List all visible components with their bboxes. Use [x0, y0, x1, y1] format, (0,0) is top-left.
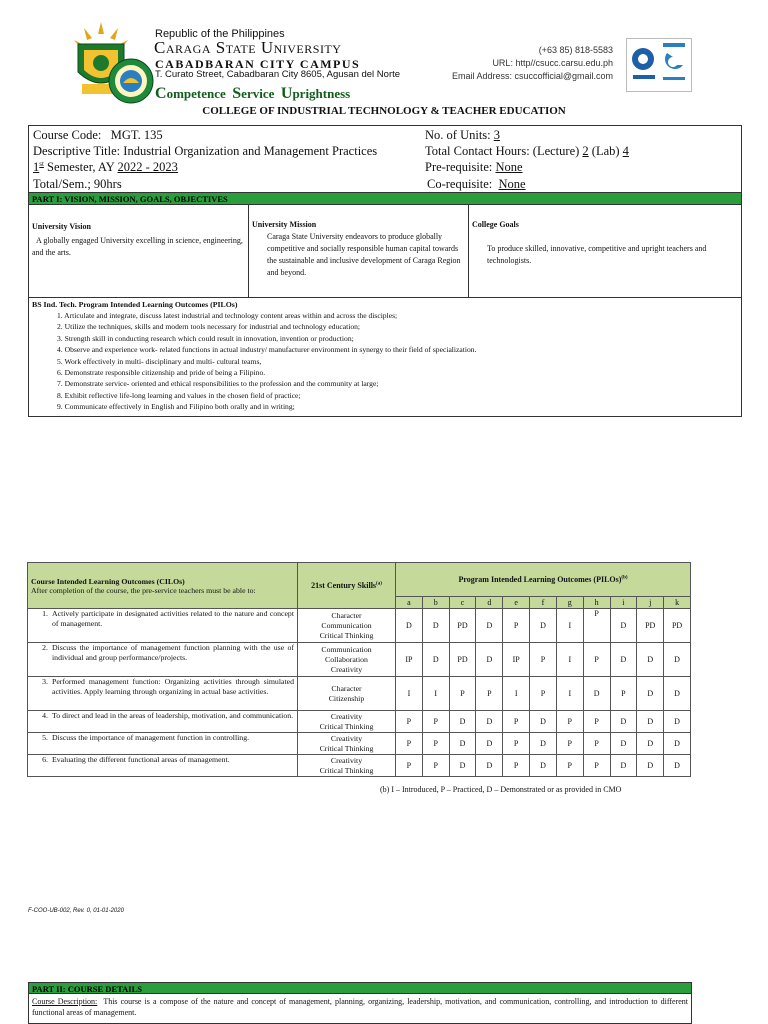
mission-column [249, 205, 469, 297]
cilo-description: Evaluating the different functional areas of management. [52, 755, 230, 764]
table-row [28, 609, 691, 643]
course-code: Course Code: MGT. 135 [33, 128, 163, 142]
contact-hours: Total Contact Hours: (Lecture) 2 (Lab) 4 [425, 144, 629, 158]
pilo-mark-k: D [664, 643, 691, 677]
pilo-mark-d: P [476, 677, 503, 711]
cilo-number: 6. [42, 755, 48, 764]
skill-item: Citizenship [328, 693, 365, 703]
cilo-number: 4. [42, 711, 48, 720]
pilo-mark-b: P [422, 755, 449, 777]
campus-address: T. Curato Street, Cabadbaran City 8605, Agusan del Norte [155, 69, 401, 80]
skill-item: Communication [321, 620, 372, 630]
cilo-rows [28, 609, 691, 777]
pilo-mark-b: P [422, 733, 449, 755]
pilo-mark-g: P [556, 755, 583, 777]
skill-item: Character [331, 683, 362, 693]
pilo-mark-c: P [449, 677, 476, 711]
pilo-item: 6. Demonstrate responsible citizenship and pride of being a Filipino. [57, 368, 266, 378]
pilo-mark-e: P [503, 733, 530, 755]
college-name: COLLEGE OF INDUSTRIAL TECHNOLOGY & TEACHER EDUCATION [202, 105, 566, 117]
pilo-mark-j: D [637, 643, 664, 677]
pilo-mark-i: D [610, 755, 637, 777]
pilo-mark-f: D [530, 733, 557, 755]
vision-column [29, 205, 249, 297]
goals-text: To produce skilled, innovative, competitive and upright teachers and technologists. [487, 244, 707, 265]
skill-item: Communication [321, 644, 372, 654]
pilo-mark-g: I [556, 677, 583, 711]
pilo-mark-e: IP [503, 643, 530, 677]
skill-item: Creativity [330, 733, 363, 743]
pilo-mark-j: D [637, 733, 664, 755]
pilos-title: BS Ind. Tech. Program Intended Learning Outcomes (PILOs) [32, 300, 238, 309]
pilo-mark-d: D [476, 643, 503, 677]
pilo-mark-a: D [396, 609, 423, 643]
cilo-description: Actively participate in designated activities related to the nature and concept of management. [52, 609, 294, 628]
pilo-mark-f: D [530, 711, 557, 733]
table-row [28, 643, 691, 677]
corequisite: Co-requisite: None [427, 177, 526, 191]
pilo-mark-i: D [610, 711, 637, 733]
cilo-mapping-table [27, 562, 691, 777]
pilo-item: 2. Utilize the techniques, skills and modern tools necessary for industrial and technology education; [57, 322, 361, 332]
contact-url[interactable]: URL: http//csucc.carsu.edu.ph [492, 58, 613, 68]
pilo-item: 9. Communicate effectively in English and Filipino both orally and in writing; [57, 402, 295, 412]
pilo-letter-g: g [556, 597, 583, 609]
pilo-mark-c: PD [449, 643, 476, 677]
pilo-item: 1. Articulate and integrate, discuss latest industrial and technology content areas within and across the disciples; [57, 311, 398, 320]
skill-item: Collaboration [325, 654, 368, 664]
units: No. of Units: 3 [425, 128, 500, 142]
cilo-number: 1. [42, 609, 48, 618]
skill-item: Creativity [330, 711, 363, 721]
skills-header: 21st Century Skills$^{(a)}$ [298, 563, 396, 609]
pilo-mark-b: D [422, 609, 449, 643]
pilo-item: 7. Demonstrate service- oriented and ethical responsibilities to the profession and the community at large; [57, 379, 379, 389]
prerequisite: Pre-requisite: None [425, 160, 523, 174]
university-motto: Competence Service Uprightness [155, 85, 351, 102]
pilo-mark-c: D [449, 733, 476, 755]
pilo-mark-k: D [664, 755, 691, 777]
pilo-mark-j: D [637, 755, 664, 777]
cilo-description: Discuss the importance of management function planning with the use of individual and group performance/projects. [52, 643, 294, 662]
mission-text: Caraga State University endeavors to produce globally competitive and socially responsible human capital towards the sustainable and inclusive development of Caraga Region and beyond. [267, 232, 461, 277]
pilos-box [28, 297, 742, 417]
pilo-letter-b: b [422, 597, 449, 609]
skill-item: Creativity [330, 664, 363, 674]
pilo-letter-a: a [396, 597, 423, 609]
cilo-number: 2. [42, 643, 48, 652]
pilo-mark-e: P [503, 609, 530, 643]
pilo-mark-e: P [503, 711, 530, 733]
cilo-text [28, 755, 298, 777]
pilo-mark-h: P [583, 755, 610, 777]
mission-title: University Mission [252, 220, 317, 229]
pilo-mark-b: I [422, 677, 449, 711]
pilo-item: 8. Exhibit reflective life-long learning and values in the chosen field of practice; [57, 390, 301, 400]
cilo-number: 3. [42, 677, 48, 686]
table-row [28, 711, 691, 733]
pilo-mark-f: P [530, 677, 557, 711]
pilo-letter-d: d [476, 597, 503, 609]
pilo-item: 3. Strength skill in conducting research which could result in innovation, invention or production; [57, 333, 354, 343]
pilo-mark-h: P [583, 643, 610, 677]
descriptive-title: Descriptive Title: Industrial Organization and Management Practices [33, 144, 378, 158]
pilo-mark-i: D [610, 609, 637, 643]
pilo-mark-h: P [583, 733, 610, 755]
pilo-mark-d: D [476, 711, 503, 733]
pilos-header: Program Intended Learning Outcomes (PILOs)$^{(b)}$ [396, 563, 691, 597]
cilo-description: Performed management function: Organizing activities through simulated activities. Apply learning through organizing in actual base activities. [52, 677, 294, 696]
vision-text: A globally engaged University excelling in science, engineering, and the arts. [32, 236, 243, 257]
course-description [28, 994, 692, 1024]
table-legend: (b) I – Introduced, P – Practiced, D – Demonstrated or as provided in CMO [380, 785, 622, 794]
pilo-mark-a: P [396, 733, 423, 755]
pilo-letter-e: e [503, 597, 530, 609]
cilo-text [28, 643, 298, 677]
pilos-list [57, 310, 476, 413]
pilo-mark-c: PD [449, 609, 476, 643]
skill-item: Critical Thinking [319, 743, 374, 753]
pilo-letter-k: k [664, 597, 691, 609]
republic-label: Republic of the Philippines [155, 28, 285, 40]
table-row [28, 733, 691, 755]
skills-cell [298, 711, 396, 733]
pilo-mark-f: D [530, 755, 557, 777]
pilo-mark-j: D [637, 711, 664, 733]
table-row [28, 755, 691, 777]
pilo-mark-k: D [664, 711, 691, 733]
pilo-letter-c: c [449, 597, 476, 609]
course-info-box [28, 125, 742, 193]
pilo-mark-g: P [556, 711, 583, 733]
total-hours: Total/Sem.; 90hrs [33, 177, 122, 191]
table-row [28, 677, 691, 711]
pilo-mark-j: D [637, 677, 664, 711]
pilo-mark-j: PD [637, 609, 664, 643]
pilo-mark-k: D [664, 733, 691, 755]
pilo-mark-i: P [610, 677, 637, 711]
skills-cell [298, 733, 396, 755]
pilo-mark-h: D [583, 677, 610, 711]
pilo-mark-d: D [476, 755, 503, 777]
pilo-mark-e: I [503, 677, 530, 711]
vision-title: University Vision [32, 222, 91, 231]
pilo-mark-g: I [556, 643, 583, 677]
semester: 1st Semester, AY 2022 - 2023 [33, 160, 178, 175]
pilo-item: 4. Observe and experience work- related functions in actual industry/ manufacturer environment in synergy to their field of specialization. [57, 345, 477, 355]
form-code: F-COO-UB-002, Rev. 0, 01-01-2020 [28, 908, 124, 914]
pilo-mark-h: P [583, 711, 610, 733]
pilo-letter-i: i [610, 597, 637, 609]
vision-mission-goals [28, 205, 742, 298]
cilo-header: Course Intended Learning Outcomes (CILOs) After completion of the course, the pre-service teachers must be able to: [28, 563, 298, 609]
pilo-mark-c: D [449, 755, 476, 777]
pilo-letter-j: j [637, 597, 664, 609]
pilo-mark-a: P [396, 711, 423, 733]
pilo-mark-c: D [449, 711, 476, 733]
cilo-number: 5. [42, 733, 48, 742]
pilo-letter-h: h [583, 597, 610, 609]
goals-title: College Goals [472, 220, 519, 229]
pilo-mark-i: D [610, 733, 637, 755]
skills-cell [298, 677, 396, 711]
cilo-text [28, 677, 298, 711]
pilo-mark-k: D [664, 677, 691, 711]
pilo-mark-f: D [530, 609, 557, 643]
part1-header: PART I: VISION, MISSION, GOALS, OBJECTIVES [28, 193, 742, 205]
pilo-mark-a: I [396, 677, 423, 711]
pilo-mark-a: P [396, 755, 423, 777]
ias-cert-icon [663, 43, 685, 80]
skills-cell [298, 755, 396, 777]
socotec-cert-icon [632, 48, 655, 79]
cilo-text [28, 711, 298, 733]
pilo-mark-a: IP [396, 643, 423, 677]
pilo-mark-b: D [422, 643, 449, 677]
pilo-mark-i: D [610, 643, 637, 677]
cilo-description: To direct and lead in the areas of leadership, motivation, and communication. [52, 711, 294, 720]
cilo-description: Discuss the importance of management function in controlling. [52, 733, 250, 742]
pilo-letter-f: f [530, 597, 557, 609]
course-description-text: This course is a compose of the nature and concept of management, planning, organizing, leadership, motivation, and communication, controlling, and introduction to different functional areas of management. [32, 997, 689, 1017]
campus-seal-icon [108, 58, 154, 104]
skills-cell [298, 609, 396, 643]
pilo-mark-d: D [476, 609, 503, 643]
pilo-mark-d: D [476, 733, 503, 755]
contact-email[interactable]: Email Address: csuccofficial@gmail.com [451, 71, 613, 81]
pilo-mark-k: PD [664, 609, 691, 643]
skill-item: Critical Thinking [319, 721, 374, 731]
skills-cell [298, 643, 396, 677]
cilo-text [28, 609, 298, 643]
skill-item: Character [331, 610, 362, 620]
pilo-item: 5. Work effectively in multi- disciplinary and multi- cultural teams, [57, 356, 262, 366]
certification-logos [626, 38, 692, 92]
cilo-text [28, 733, 298, 755]
skill-item: Critical Thinking [319, 765, 374, 775]
goals-column [469, 205, 741, 297]
pilo-mark-h: P [583, 609, 610, 643]
pilo-mark-e: P [503, 755, 530, 777]
skill-item: Critical Thinking [319, 630, 374, 640]
pilo-mark-g: I [556, 609, 583, 643]
university-name: Caraga State University [154, 38, 342, 57]
pilo-mark-f: P [530, 643, 557, 677]
pilo-mark-g: P [556, 733, 583, 755]
contact-phone: (+63 85) 818-5583 [538, 45, 613, 55]
campus-name: CABADBARAN CITY CAMPUS [155, 57, 361, 71]
part2-header: PART II: COURSE DETAILS [28, 982, 692, 994]
contact-info [452, 44, 613, 83]
course-description-label: Course Description: [32, 997, 98, 1006]
pilo-mark-b: P [422, 711, 449, 733]
skill-item: Creativity [330, 755, 363, 765]
